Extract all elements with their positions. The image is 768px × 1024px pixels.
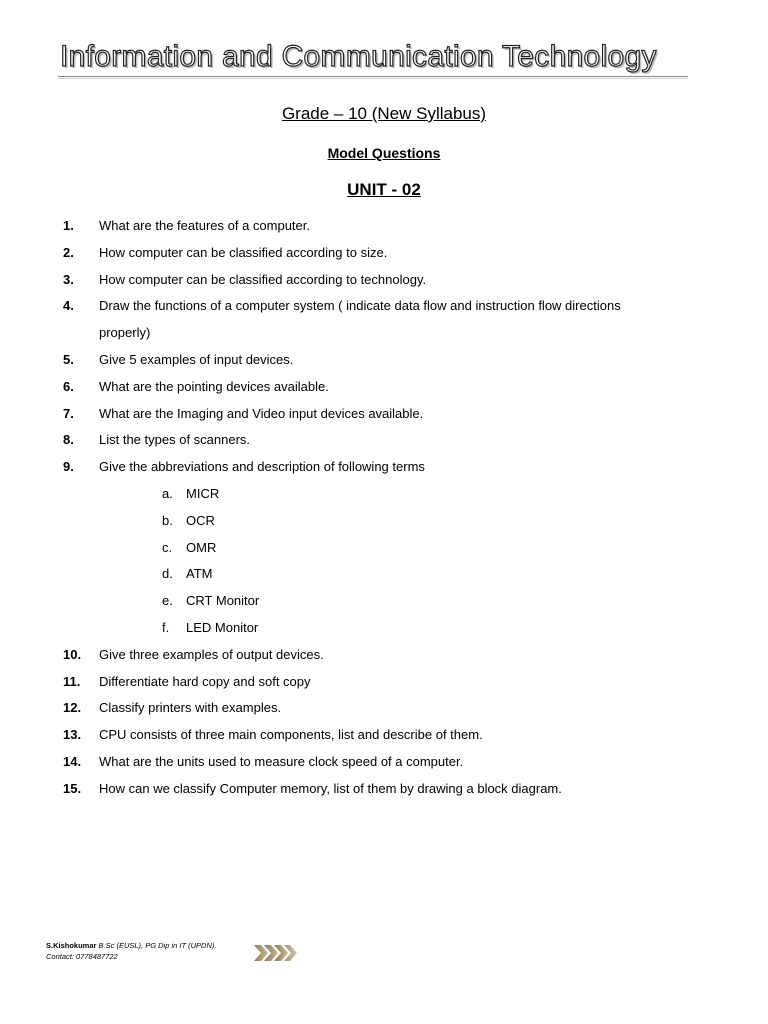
page-title: Information and Communication Technology: [60, 40, 657, 73]
sub-item-letter: b.: [162, 512, 173, 528]
question-item: [0, 454, 768, 481]
question-item: [0, 401, 768, 428]
question-item: [0, 722, 768, 749]
contact-line: Contact: 0778487722: [46, 952, 118, 961]
sub-item-letter: c.: [162, 539, 173, 555]
sub-item-letter: f.: [162, 619, 170, 635]
question-number: 13.: [63, 727, 82, 743]
question-item: [0, 695, 768, 722]
question-item: [0, 776, 768, 803]
question-number: 12.: [63, 700, 82, 716]
question-text: Classify printers with examples.: [99, 700, 282, 716]
question-text: How can we classify Computer memory, list of them by drawing a block diagram.: [99, 780, 562, 796]
model-questions-heading: Model Questions: [327, 145, 441, 161]
question-number: 2.: [63, 244, 74, 260]
question-text: properly): [99, 325, 151, 341]
question-text: What are the features of a computer.: [99, 218, 311, 233]
sub-item-text: ATM: [186, 566, 213, 582]
question-text: Draw the functions of a computer system ( indicate data flow and instruction flow directions: [99, 298, 621, 314]
question-text: Differentiate hard copy and soft copy: [99, 673, 311, 689]
sub-item-text: MICR: [186, 485, 220, 501]
sub-item-letter: d.: [162, 566, 173, 582]
question-number: 10.: [63, 646, 82, 662]
question-item: [0, 293, 768, 320]
question-item: [0, 213, 768, 240]
question-item: [0, 427, 768, 454]
question-text: Give 5 examples of input devices.: [99, 351, 294, 367]
question-number: 8.: [63, 432, 74, 448]
sub-item-text: OCR: [186, 512, 215, 528]
question-text: How computer can be classified according to size.: [99, 244, 388, 260]
question-number: 14.: [63, 753, 82, 769]
question-text: What are the units used to measure clock speed of a computer.: [99, 753, 464, 769]
question-number: 15.: [63, 780, 82, 796]
author-name: S.Kishokumar: [46, 941, 97, 950]
sub-item: [0, 481, 768, 508]
question-item: [0, 347, 768, 374]
sub-item-text: LED Monitor: [186, 619, 259, 635]
question-number: 9.: [63, 459, 74, 475]
question-text: What are the pointing devices available.: [99, 378, 329, 394]
question-number: 1.: [63, 218, 74, 233]
question-item: [0, 374, 768, 401]
chevrons-right-icon: [254, 944, 298, 962]
author-credentials: B.Sc (EUSL), PG Dip in IT (UPDN).: [98, 941, 217, 950]
question-number: 3.: [63, 271, 74, 287]
question-item: [0, 749, 768, 776]
question-text: List the types of scanners.: [99, 432, 251, 448]
question-text: CPU consists of three main components, list and describe of them.: [99, 727, 483, 743]
question-text: How computer can be classified according to technology.: [99, 271, 427, 287]
sub-item: [0, 561, 768, 588]
question-continuation: [0, 320, 768, 347]
question-number: 6.: [63, 378, 74, 394]
sub-item-letter: e.: [162, 593, 173, 609]
footer: [46, 940, 216, 962]
question-text: Give three examples of output devices.: [99, 646, 324, 662]
question-number: 5.: [63, 351, 74, 367]
question-item: [0, 642, 768, 669]
sub-item: [0, 615, 768, 642]
sub-item: [0, 508, 768, 535]
question-number: 7.: [63, 405, 74, 421]
question-item: [0, 240, 768, 267]
question-item: [0, 267, 768, 294]
question-number: 11.: [63, 673, 81, 689]
question-item: [0, 669, 768, 696]
question-text: Give the abbreviations and description of following terms: [99, 459, 425, 475]
grade-heading: Grade – 10 (New Syllabus): [281, 104, 487, 123]
author-line: [46, 940, 216, 951]
title-rule: [58, 76, 688, 77]
question-text: What are the Imaging and Video input devices available.: [99, 405, 424, 421]
sub-item: [0, 588, 768, 615]
unit-heading: UNIT - 02: [347, 180, 421, 199]
sub-item-text: OMR: [186, 539, 217, 555]
sub-item-letter: a.: [162, 485, 173, 501]
question-number: 4.: [63, 298, 74, 314]
sub-item: [0, 535, 768, 562]
sub-item-text: CRT Monitor: [186, 593, 260, 609]
question-list: [0, 213, 768, 803]
